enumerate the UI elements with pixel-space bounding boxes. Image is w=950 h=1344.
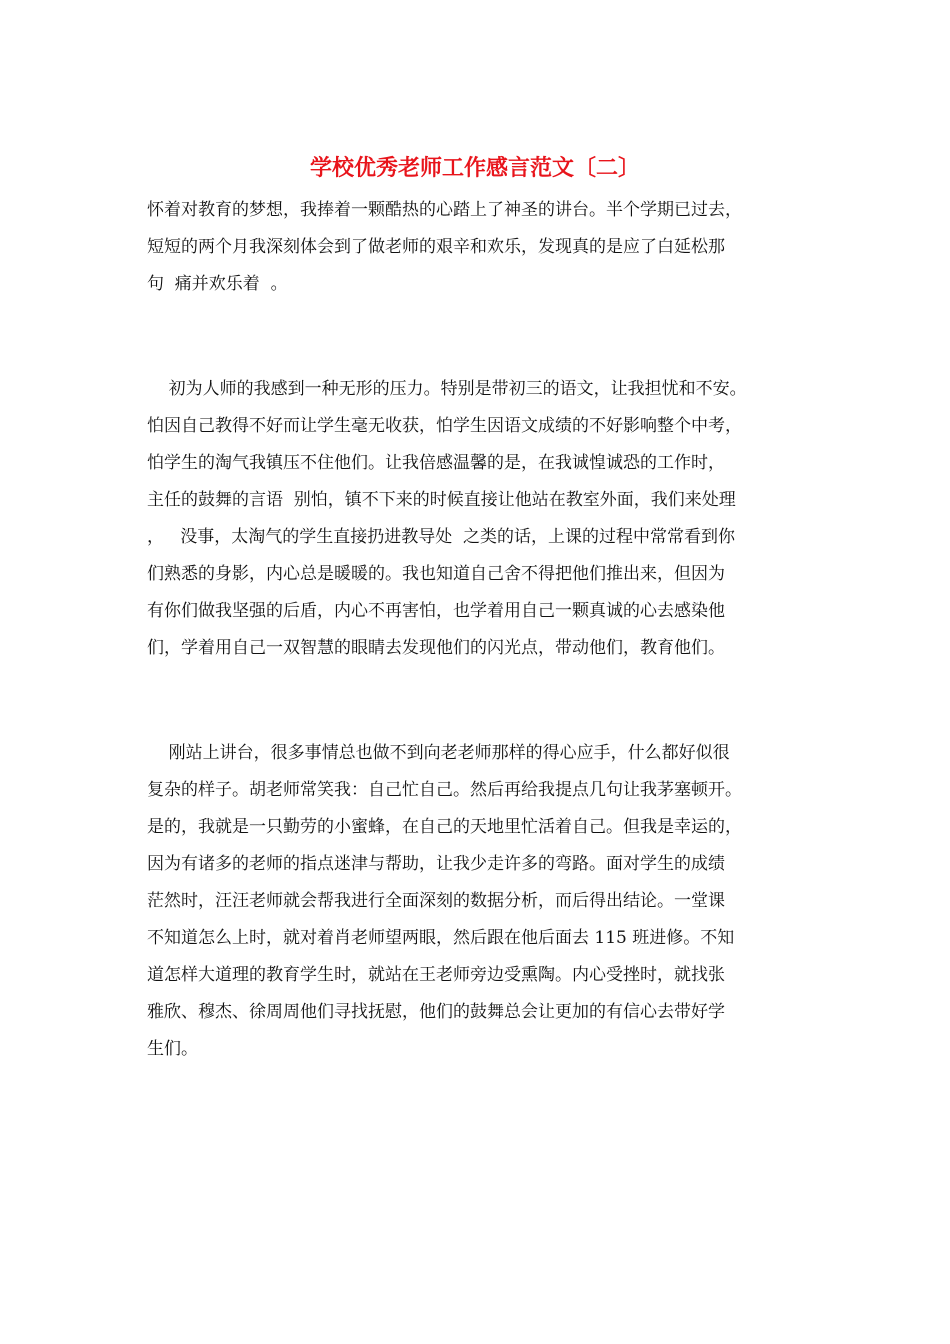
text-line: 茫然时，汪汪老师就会帮我进行全面深刻的数据分析，而后得出结论。一堂课 xyxy=(147,891,725,911)
text-line: 怕学生的淘气我镇压不住他们。让我倍感温馨的是，在我诚惶诚恐的工作时， xyxy=(147,453,725,473)
text-line: 刚站上讲台，很多事情总也做不到向老老师那样的得心应手，什么都好似很 xyxy=(147,743,730,763)
text-line: 不知道怎么上时，就对着肖老师望两眼，然后跟在他后面去 115 班进修。不知 xyxy=(147,928,735,948)
text-line: 道怎样大道理的教育学生时，就站在王老师旁边受熏陶。内心受挫时，就找张 xyxy=(147,965,725,985)
text-line: ， 没事，太淘气的学生直接扔进教导处 之类的话，上课的过程中常常看到你 xyxy=(147,527,736,547)
text-line: 雅欣、穆杰、徐周周他们寻找抚慰，他们的鼓舞总会让更加的有信心去带好学 xyxy=(147,1002,725,1022)
text-line: 生们。 xyxy=(147,1039,198,1059)
document-title: 学校优秀老师工作感言范文〔二〕 xyxy=(309,155,640,181)
text-line: 们，学着用自己一双智慧的眼睛去发现他们的闪光点，带动他们，教育他们。 xyxy=(147,638,725,658)
text-line: 句 痛并欢乐着 。 xyxy=(147,274,288,294)
text-line: 怕因自己教得不好而让学生毫无收获，怕学生因语文成绩的不好影响整个中考， xyxy=(147,416,742,436)
text-line: 们熟悉的身影，内心总是暖暖的。我也知道自己舍不得把他们推出来，但因为 xyxy=(147,564,725,584)
text-line: 初为人师的我感到一种无形的压力。特别是带初三的语文，让我担忧和不安。 xyxy=(147,379,747,399)
text-line: 怀着对教育的梦想，我捧着一颗酷热的心踏上了神圣的讲台。半个学期已过去， xyxy=(147,200,742,220)
text-line: 主任的鼓舞的言语 别怕，镇不下来的时候直接让他站在教室外面，我们来处理 xyxy=(147,490,736,510)
text-line: 短短的两个月我深刻体会到了做老师的艰辛和欢乐，发现真的是应了白延松那 xyxy=(147,237,725,257)
text-line: 因为有诸多的老师的指点迷津与帮助，让我少走许多的弯路。面对学生的成绩 xyxy=(147,854,725,874)
text-line: 有你们做我坚强的后盾，内心不再害怕，也学着用自己一颗真诚的心去感染他 xyxy=(147,601,725,621)
text-line: 是的，我就是一只勤劳的小蜜蜂，在自己的天地里忙活着自己。但我是幸运的， xyxy=(147,817,742,837)
text-line: 复杂的样子。胡老师常笑我：自己忙自己。然后再给我提点几句让我茅塞顿开。 xyxy=(147,780,742,800)
